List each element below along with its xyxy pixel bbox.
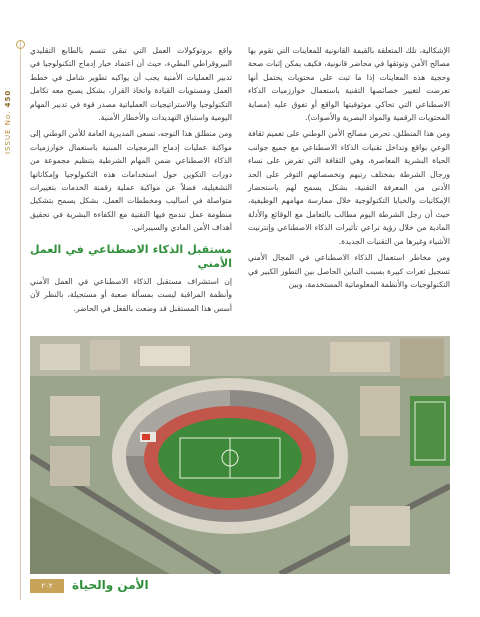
paragraph: ومن هذا المنطلق، تحرص مصالح الأمن الوطني على تعميم ثقافة الوعي بواقع وتداخل تقنيات الذكاء الاصطناعي مع جميع جوانب الحياة البشرية المعاصرة، وهي الثقافة التي تفرض على نساء ورجال الشرطة بمختلف رتبهم وتخصصاتهم التوفر على الحد الأدنى من المعرفة التقنية، بشكل يسمح لهم باستحضار الإمكانيات والخبايا التكنولوجية خلال ممارسة مهامهم الوظيفية، حيث أن رجل الشرطة اليوم مطالب بالتعامل مع الوقائع والأدلة المادية من خلال رؤية تراعي تأثيرات الذكاء الاصطناعي وإنترنيت الأشياء وغيرها من التقنيات الجديدة. bbox=[248, 129, 450, 246]
issue-label-text: ISSUE No. bbox=[4, 110, 12, 155]
stadium-aerial-photo bbox=[30, 336, 450, 574]
page-number: ٢٠٢ bbox=[30, 579, 64, 593]
paragraph: ومن مخاطر استعمال الذكاء الاصطناعي في المجال الأمني تسجيل ثغرات كبيرة بسبب التباين الحاصل بين التطور الكبير في التكنولوجيات والأنظمة المعلوماتية المستخدمة، وبين bbox=[248, 253, 450, 289]
issue-label bbox=[4, 62, 16, 182]
issue-number: 450 bbox=[4, 89, 12, 108]
side-ornament-icon bbox=[16, 40, 25, 49]
paragraph: إن استشراف مستقبل الذكاء الاصطناعي في العمل الأمني وأنظمة المراقبة ليست بمسألة صعبة أو مستحيلة، بالنظر لأن أسس هذا المستقبل قد وضعت بالفعل في الحاضر. bbox=[30, 276, 232, 313]
section-heading: مستقبل الذكاء الاصطناعي في العمل الأمني bbox=[30, 242, 232, 270]
paragraph: ومن منطلق هذا التوجه، تسعى المديرية العامة للأمن الوطني إلى مواكبة عمليات إدماج البرمجيات المبنية باستعمال خوارزميات الذكاء الاصطناعي ضمن المهام الشرطية بتنظيم مجموعة من دورات التكوين حول استخدامات هذه التكنولوجيا وإمكاناتها التشغيلية، فضلاً عن مواكبة عملية رقمنة الخدمات بتغييرات متواصلة في أساليب ومخططات العمل، بشكل يسمح بتشكيل منظومة عمل تندمج فيها التقنية مع الكفاءة البشرية في تحقيق أهداف الأمن المادي والسيبراني. bbox=[30, 129, 232, 233]
right-text-column bbox=[248, 44, 450, 294]
side-rule bbox=[20, 40, 21, 600]
stadium-photo-illustration bbox=[30, 336, 450, 574]
paragraph: الإشكالية، تلك المتعلقة بالقيمة القانونية للمعاينات التي تقوم بها مصالح الأمن وتوثقها في محاضر قانونية، فكيف يمكن إثبات صحة وحجية هذه المعاينات إذا ما ثبت على محتويات يحتمل أنها تعرضت لتغيير خصائصها التقنية باستعمال خوارزميات الذكاء الاصطناعي التي تحاكي موثوقيتها الواقع أو تفوق عليه (مصاية المحتويات الرقمية والمواد البصرية والأصوات). bbox=[248, 46, 450, 123]
left-text-column bbox=[30, 44, 232, 318]
magazine-logo: الأمن والحياة bbox=[72, 578, 149, 592]
paragraph: واقع بروتوكولات العمل التي تبقى تتسم بالطابع التقليدي البيروقراطي البطيء، حيث أن اعتماد خيار إدماج التكنولوجيا في تدبير العمليات الأمنية يجب أن يواكبه تطوير شامل في خطط العمل ومستويات القيادة واتخاذ القرار، بشكل يصبح معه تكامل التكنولوجيا والاستراتيجيات العملياتية مصدر قوة في تدبير المهام اليومية واستباق التهديدات والأخطار الأمنية. bbox=[30, 46, 232, 123]
